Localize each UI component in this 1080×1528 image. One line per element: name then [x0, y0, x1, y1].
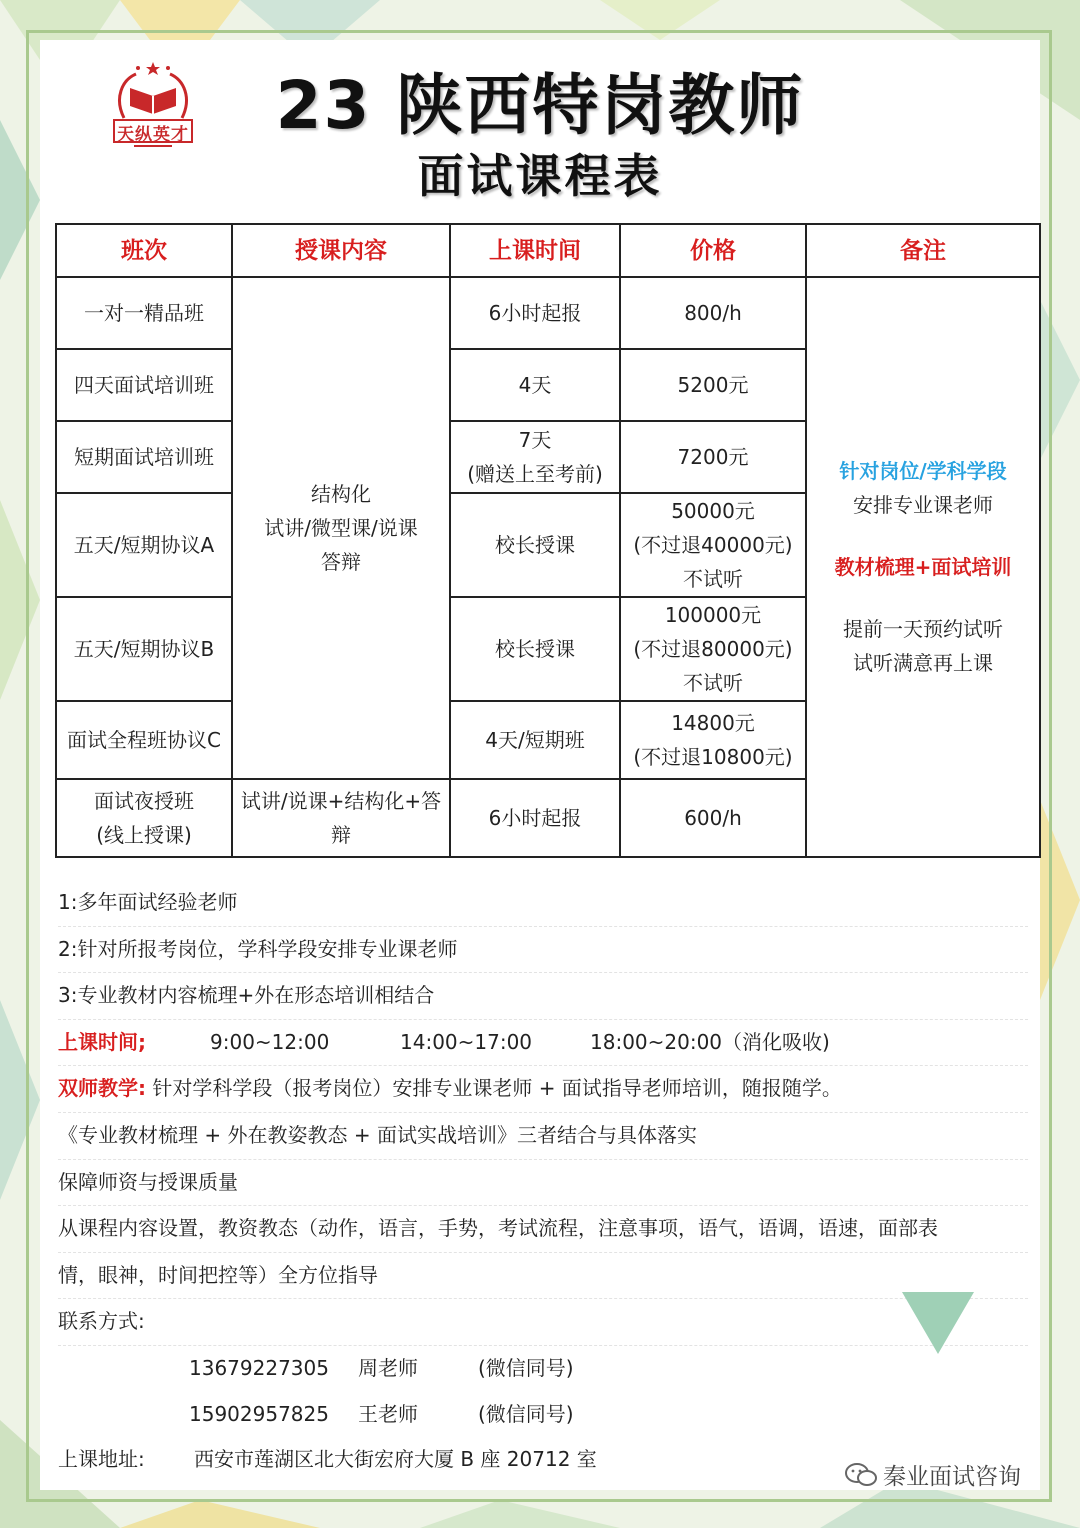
- price-line: 不试听: [683, 567, 743, 591]
- contact-label: 联系方式:: [58, 1299, 1028, 1346]
- time-line: (赠送上至考前): [467, 462, 603, 486]
- dual-teacher-text: 针对学科学段（报考岗位）安排专业课老师 + 面试指导老师培训，随报随学。: [152, 1076, 842, 1101]
- class-cell: [56, 779, 232, 857]
- decorative-triangle-icon: [902, 1292, 974, 1354]
- notes-section: [58, 880, 1028, 1483]
- class-line: 面试夜授班: [94, 789, 194, 813]
- price-line: (不过退10800元): [633, 745, 793, 769]
- price-cell: [620, 493, 806, 597]
- contact-row: [58, 1346, 1028, 1392]
- time-slot: 9:00~12:00: [210, 1029, 330, 1054]
- contact-row: [58, 1392, 1028, 1438]
- class-cell: 面试全程班协议C: [56, 701, 232, 779]
- class-cell: 一对一精品班: [56, 277, 232, 349]
- column-header: 班次: [56, 224, 232, 277]
- contact-phone: 13679227305: [189, 1355, 329, 1380]
- time-cell: 4天: [450, 349, 620, 421]
- class-cell: 短期面试培训班: [56, 421, 232, 493]
- column-header: 授课内容: [232, 224, 450, 277]
- logo-text: 天纵英才: [117, 125, 189, 145]
- wechat-icon: [845, 1462, 877, 1488]
- price-line: 不试听: [683, 671, 743, 695]
- remark-line: 安排专业课老师: [853, 493, 993, 517]
- price-line: 14800元: [671, 711, 755, 735]
- content-line: 结构化: [311, 482, 371, 506]
- note-line: 2:针对所报考岗位，学科学段安排专业课老师: [58, 927, 1028, 974]
- class-time-line: [58, 1020, 1028, 1067]
- time-cell: 6小时起报: [450, 779, 620, 857]
- remark-line: 针对岗位/学科学段: [839, 459, 1007, 483]
- page-subtitle: 面试课程表: [417, 149, 663, 203]
- price-cell: 7200元: [620, 421, 806, 493]
- content-line: 答辩: [321, 550, 361, 574]
- class-cell: 四天面试培训班: [56, 349, 232, 421]
- contact-phone: 15902957825: [189, 1401, 329, 1426]
- address-label: 上课地址:: [58, 1447, 145, 1472]
- price-cell: [620, 701, 806, 779]
- class-cell: 五天/短期协议B: [56, 597, 232, 701]
- time-slot: 18:00~20:00（消化吸收): [590, 1029, 830, 1054]
- column-header: 上课时间: [450, 224, 620, 277]
- content-cell: 试讲/说课+结构化+答辩: [232, 779, 450, 857]
- remarks-cell: [806, 277, 1040, 857]
- price-line: 50000元: [671, 499, 755, 523]
- note-line: 情，眼神，时间把控等）全方位指导: [58, 1253, 1028, 1300]
- price-line: (不过退80000元): [633, 637, 793, 661]
- class-cell: 五天/短期协议A: [56, 493, 232, 597]
- price-line: (不过退40000元): [633, 533, 793, 557]
- note-line: 从课程内容设置，教资教态（动作，语言，手势，考试流程，注意事项，语气，语调，语速，面部表: [58, 1206, 1028, 1253]
- note-line: 3:专业教材内容梳理+外在形态培训相结合: [58, 973, 1028, 1020]
- contact-name: 周老师: [358, 1355, 418, 1380]
- time-cell: 校长授课: [450, 597, 620, 701]
- time-cell: 4天/短期班: [450, 701, 620, 779]
- time-cell: 校长授课: [450, 493, 620, 597]
- note-line: 1:多年面试经验老师: [58, 880, 1028, 927]
- price-line: 100000元: [664, 603, 762, 627]
- page-title: 23 陕西特岗教师: [275, 67, 805, 144]
- price-cell: [620, 597, 806, 701]
- watermark-text: 秦业面试咨询: [883, 1464, 1021, 1490]
- contact-name: 王老师: [358, 1401, 418, 1426]
- contact-note: (微信同号): [478, 1355, 574, 1380]
- class-line: (线上授课): [96, 823, 192, 847]
- remark-line: 试听满意再上课: [853, 651, 993, 675]
- time-line: 7天: [518, 428, 552, 452]
- table-header-row: [56, 224, 1040, 277]
- price-cell: 600/h: [620, 779, 806, 857]
- contact-note: (微信同号): [478, 1401, 574, 1426]
- price-cell: 5200元: [620, 349, 806, 421]
- time-slot: 14:00~17:00: [400, 1029, 533, 1054]
- address-text: 西安市莲湖区北大街宏府大厦 B 座 20712 室: [194, 1447, 597, 1472]
- dual-teacher-label: 双师教学:: [58, 1076, 146, 1101]
- course-schedule-table: [55, 223, 1041, 858]
- table-row: [56, 277, 1040, 349]
- remark-line: 教材梳理+面试培训: [834, 555, 1012, 579]
- dual-teacher-line: [58, 1066, 1028, 1113]
- remark-line: 提前一天预约试听: [843, 617, 1003, 641]
- column-header: 价格: [620, 224, 806, 277]
- class-time-label: 上课时间;: [58, 1029, 146, 1054]
- column-header: 备注: [806, 224, 1040, 277]
- note-line: 保障师资与授课质量: [58, 1160, 1028, 1207]
- note-line: 《专业教材梳理 + 外在教姿教态 + 面试实战培训》三者结合与具体落实: [58, 1113, 1028, 1160]
- wechat-watermark: [845, 1458, 1021, 1491]
- content-line: 试讲/微型课/说课: [264, 516, 418, 540]
- time-cell: [450, 421, 620, 493]
- content-cell-shared: [232, 277, 450, 779]
- time-cell: 6小时起报: [450, 277, 620, 349]
- price-cell: 800/h: [620, 277, 806, 349]
